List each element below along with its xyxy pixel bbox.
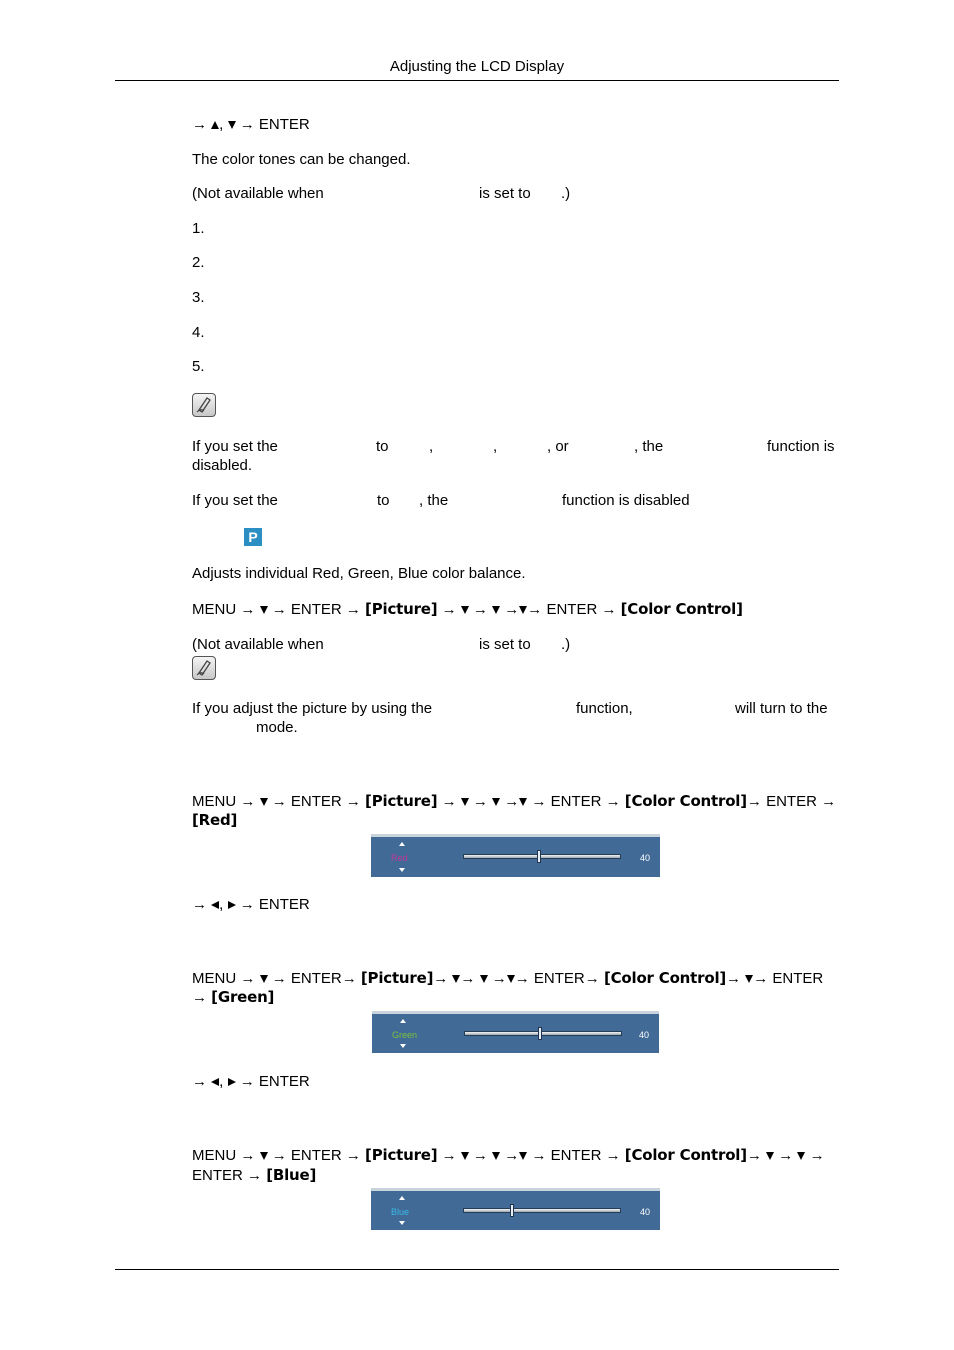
green-tag-line: → [Green] (192, 988, 275, 1006)
note1-text: If you set the (192, 492, 278, 509)
color-control-na: is set to (479, 636, 531, 653)
down-arrow-icon (260, 1152, 268, 1160)
down-arrow-icon (461, 1152, 469, 1160)
note1-text: to (376, 438, 389, 455)
color-control-nav: MENU → → ENTER → [Picture] → → → → ENTER → [Color Control] (192, 600, 743, 618)
blue-tag-line: ENTER → [Blue] (192, 1166, 317, 1184)
note2-text: function, (576, 700, 633, 717)
down-arrow-icon (492, 606, 500, 614)
green-slider-label: Green (392, 1030, 418, 1040)
down-arrow-icon (260, 798, 268, 806)
down-arrow-icon (461, 606, 469, 614)
up-arrow-icon (399, 1196, 405, 1200)
note2-text: will turn to the (735, 700, 828, 717)
note1-text: , the (634, 438, 664, 455)
down-arrow-icon (399, 868, 405, 872)
list-item: 1. (192, 220, 205, 237)
footer-rule (115, 1269, 839, 1270)
down-arrow-icon (519, 798, 527, 806)
color-tone-desc: The color tones can be changed. (192, 151, 411, 168)
right-arrow-icon (228, 901, 236, 909)
note1-text: function is (767, 438, 835, 455)
picture-mode-icon: P (244, 528, 262, 546)
color-control-na: .) (561, 636, 571, 653)
slider-track[interactable] (464, 1031, 622, 1036)
down-arrow-icon (492, 798, 500, 806)
list-item: 4. (192, 324, 205, 341)
blue-slider-value: 40 (639, 1207, 650, 1217)
red-slider-value: 40 (639, 853, 650, 863)
down-arrow-icon (507, 975, 515, 983)
down-arrow-icon (260, 606, 268, 614)
left-arrow-icon (211, 901, 219, 909)
note1-text: to (377, 492, 390, 509)
red-slider-label: Red (391, 853, 408, 863)
down-arrow-icon (461, 798, 469, 806)
green-nav: MENU → → ENTER→ [Picture]→ → → → ENTER→ [Color Control]→ → ENTER (192, 969, 824, 987)
blue-nav: MENU → → ENTER → [Picture] → → → → ENTER → [Color Control]→ → → (192, 1146, 825, 1164)
slider-thumb[interactable] (538, 1027, 542, 1040)
red-adjust-nav: → , → ENTER (192, 896, 310, 913)
green-slider-value: 40 (638, 1030, 649, 1040)
color-control-na: (Not available when (192, 636, 324, 653)
note1-text: If you set the (192, 438, 278, 455)
note1-text: , (493, 438, 498, 455)
note2-text: If you adjust the picture by using the (192, 700, 433, 717)
header-rule (115, 80, 839, 81)
color-tone-na-mid: is set to (479, 185, 531, 202)
green-slider[interactable] (372, 1011, 659, 1053)
red-slider[interactable] (371, 834, 660, 877)
note1-text: , (429, 438, 434, 455)
down-arrow-icon (797, 1152, 805, 1160)
slider-track[interactable] (463, 854, 621, 859)
slider-thumb[interactable] (537, 850, 541, 863)
blue-slider-label: Blue (391, 1207, 410, 1217)
list-item: 2. (192, 254, 205, 271)
right-arrow-icon (228, 1078, 236, 1086)
down-arrow-icon (492, 1152, 500, 1160)
red-tag: [Red] (192, 811, 238, 829)
list-item: 3. (192, 289, 205, 306)
down-arrow-icon (766, 1152, 774, 1160)
down-arrow-icon (400, 1044, 406, 1048)
list-item: 5. (192, 358, 205, 375)
color-tone-na-open: (Not available when (192, 185, 324, 202)
color-control-desc: Adjusts individual Red, Green, Blue color balance. (192, 565, 526, 582)
note2-text: mode. (256, 719, 298, 736)
down-arrow-icon (260, 975, 268, 983)
note-icon (192, 656, 216, 680)
down-arrow-icon (480, 975, 488, 983)
note1-text: function is disabled (562, 492, 690, 509)
blue-slider[interactable] (371, 1188, 660, 1230)
note1-text: , or (547, 438, 569, 455)
note1-text: , the (419, 492, 449, 509)
color-tone-nav: → , → ENTER (192, 116, 310, 133)
left-arrow-icon (211, 1078, 219, 1086)
up-arrow-icon (399, 842, 405, 846)
green-adjust-nav: → , → ENTER (192, 1073, 310, 1090)
up-arrow-icon (400, 1019, 406, 1023)
slider-thumb[interactable] (510, 1204, 514, 1217)
down-arrow-icon (399, 1221, 405, 1225)
up-arrow-icon (211, 121, 219, 129)
page-header-title: Adjusting the LCD Display (389, 58, 565, 75)
color-tone-na-close: .) (561, 185, 571, 202)
red-nav: MENU → → ENTER → [Picture] → → → → ENTER → [Color Control]→ ENTER → (192, 792, 837, 810)
note1-text: disabled. (192, 457, 253, 474)
down-arrow-icon (228, 121, 236, 129)
down-arrow-icon (519, 1152, 527, 1160)
note-icon (192, 393, 216, 417)
slider-track[interactable] (463, 1208, 621, 1213)
